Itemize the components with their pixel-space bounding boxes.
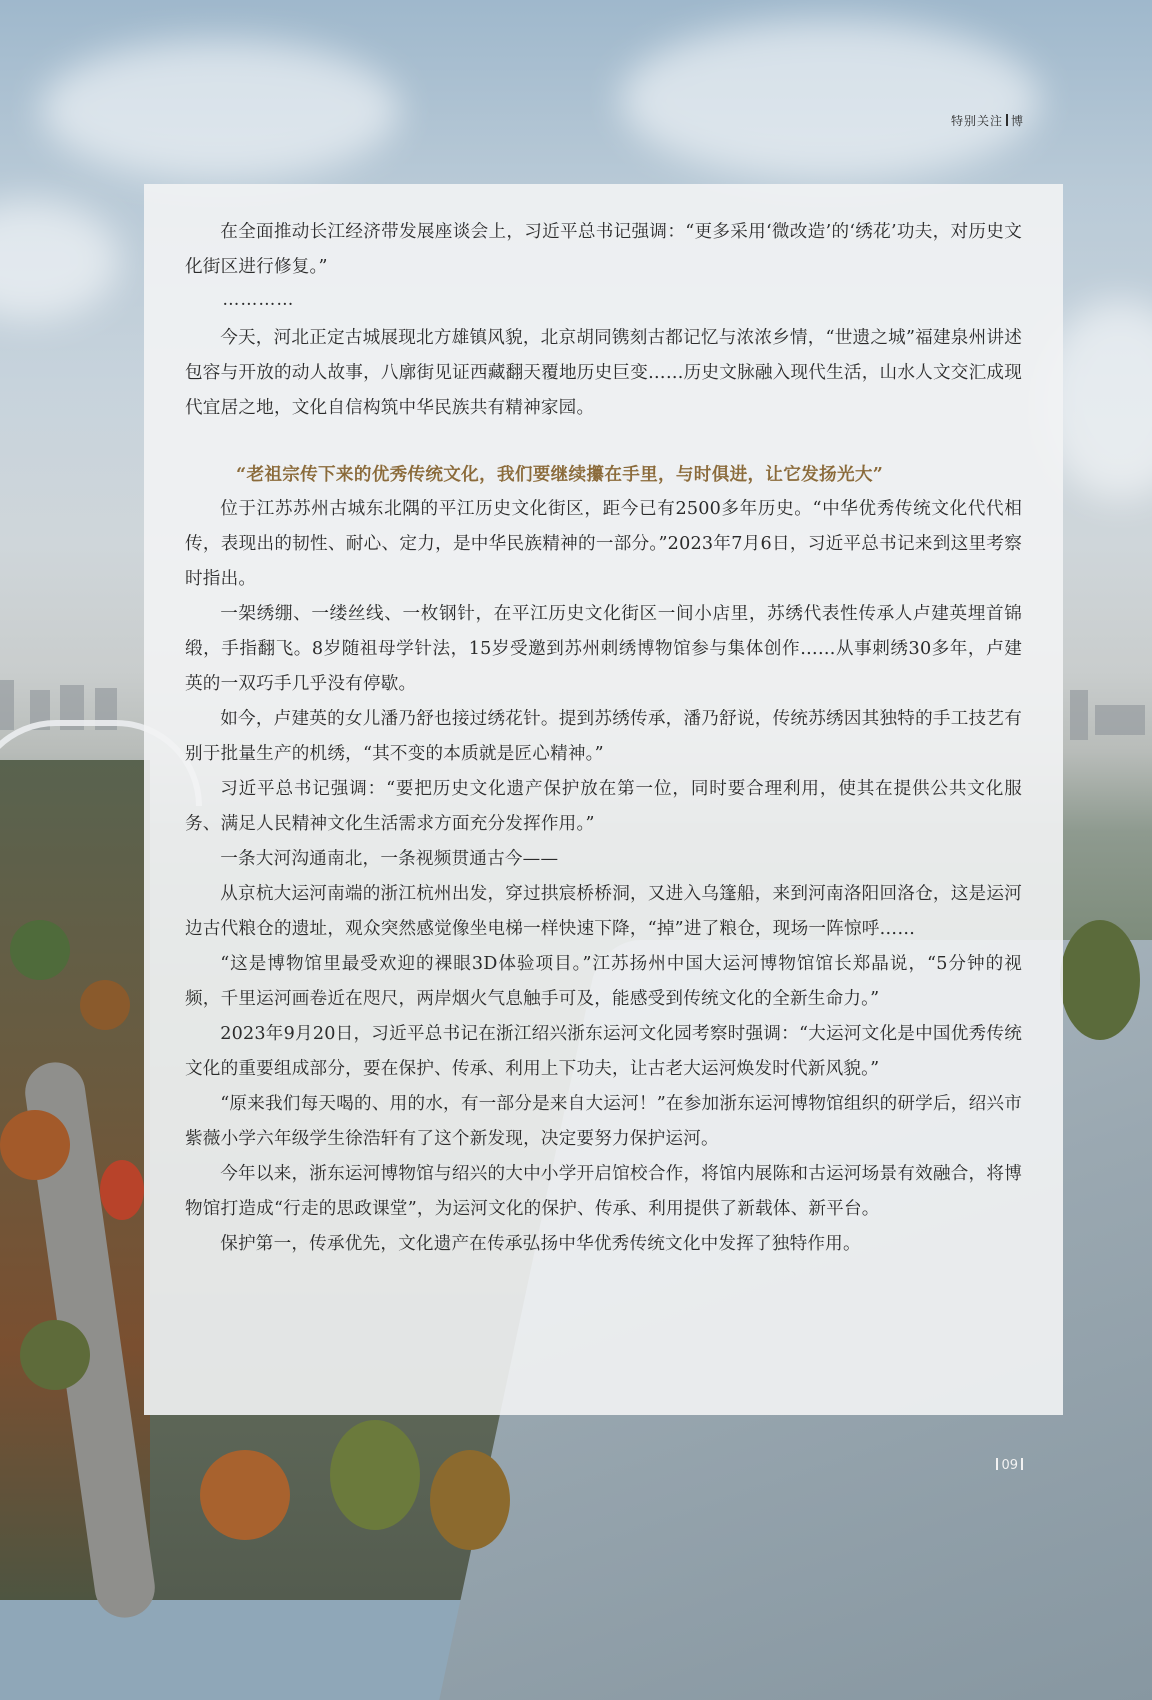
cloud — [620, 20, 1040, 180]
header-separator — [1006, 114, 1008, 126]
body-paragraph: “这是博物馆里最受欢迎的裸眼3D体验项目。”江苏扬州中国大运河博物馆馆长郑晶说，“5分钟的视频，千里运河画卷近在咫尺，两岸烟火气息触手可及，能感受到传统文化的全新生命力。” — [185, 954, 1022, 1009]
body-paragraph: 位于江苏苏州古城东北隅的平江历史文化街区，距今已有2500多年历史。“中华优秀传统文化代代相传，表现出的韧性、耐心、定力，是中华民族精神的一部分。”2023年7月6日，习近平总书记来到这里考察时指出。 — [185, 499, 1022, 589]
body-paragraph: 一架绣绷、一缕丝线、一枚钢针，在平江历史文化街区一间小店里，苏绣代表性传承人卢建英埋首锦缎，手指翻飞。8岁随祖母学针法，15岁受邀到苏州刺绣博物馆参与集体创作……从事刺绣30多年，卢建英的一双巧手几乎没有停歇。 — [185, 604, 1022, 694]
subsection-label: 博 — [1010, 114, 1024, 128]
page-number — [993, 1458, 1026, 1473]
body-paragraph: 一条大河沟通南北，一条视频贯通古今—— — [220, 849, 559, 869]
tree — [200, 1450, 290, 1540]
body-paragraph: 2023年9月20日，习近平总书记在浙江绍兴浙东运河文化园考察时强调：“大运河文化是中国优秀传统文化的重要组成部分，要在保护、传承、利用上下功夫，让古老大运河焕发时代新风貌。” — [185, 1024, 1022, 1079]
page-number-bar — [996, 1458, 998, 1470]
tree — [80, 980, 130, 1030]
body-paragraph: 如今，卢建英的女儿潘乃舒也接过绣花针。提到苏绣传承，潘乃舒说，传统苏绣因其独特的手工技艺有别于批量生产的机绣，“其不变的本质就是匠心精神。” — [185, 709, 1022, 764]
building — [1070, 690, 1088, 740]
tree — [20, 1320, 90, 1390]
today-paragraph: 今天，河北正定古城展现北方雄镇风貌，北京胡同镌刻古都记忆与浓浓乡情，“世遗之城”福建泉州讲述包容与开放的动人故事，八廓街见证西藏翻天覆地历史巨变……历史文脉融入现代生活，山水人文交汇成现代宜居之地，文化自信构筑中华民族共有精神家园。 — [185, 328, 1022, 418]
section-heading: “老祖宗传下来的优秀传统文化，我们要继续攥在手里，与时俱进，让它发扬光大” — [236, 464, 884, 485]
page-number-text: 09 — [1001, 1458, 1018, 1473]
body-paragraph: 习近平总书记强调：“要把历史文化遗产保护放在第一位，同时要合理利用，使其在提供公共文化服务、满足人民精神文化生活需求方面充分发挥作用。” — [185, 779, 1022, 834]
tree — [1060, 920, 1140, 1040]
ellipsis-line: ………… — [222, 290, 295, 310]
page-number-bar — [1021, 1458, 1023, 1470]
cloud — [0, 200, 120, 320]
body-paragraph: 今年以来，浙东运河博物馆与绍兴的大中小学开启馆校合作，将馆内展陈和古运河场景有效融合，将博物馆打造成“行走的思政课堂”，为运河文化的保护、传承、利用提供了新载体、新平台。 — [185, 1164, 1022, 1219]
tree — [10, 920, 70, 980]
building — [1095, 705, 1145, 735]
intro-paragraph: 在全面推动长江经济带发展座谈会上，习近平总书记强调：“更多采用‘微改造’的‘绣花’功夫，对历史文化街区进行修复。” — [185, 222, 1022, 277]
article-panel — [144, 184, 1063, 1415]
tree — [430, 1450, 510, 1550]
tree — [0, 1110, 70, 1180]
cloud — [40, 40, 400, 180]
running-header — [951, 112, 1024, 129]
body-paragraph: “原来我们每天喝的、用的水，有一部分是来自大运河！”在参加浙东运河博物馆组织的研学后，绍兴市紫薇小学六年级学生徐浩轩有了这个新发现，决定要努力保护运河。 — [185, 1094, 1022, 1149]
body-paragraph: 从京杭大运河南端的浙江杭州出发，穿过拱宸桥桥洞，又进入乌篷船，来到河南洛阳回洛仓，这是运河边古代粮仓的遗址，观众突然感觉像坐电梯一样快速下降，“掉”进了粮仓，现场一阵惊呼…… — [185, 884, 1022, 939]
section-label: 特别关注 — [950, 114, 1003, 128]
tree — [100, 1160, 144, 1220]
building — [0, 680, 14, 730]
tree — [330, 1420, 420, 1530]
body-paragraph: 保护第一，传承优先，文化遗产在传承弘扬中华优秀传统文化中发挥了独特作用。 — [220, 1234, 861, 1254]
